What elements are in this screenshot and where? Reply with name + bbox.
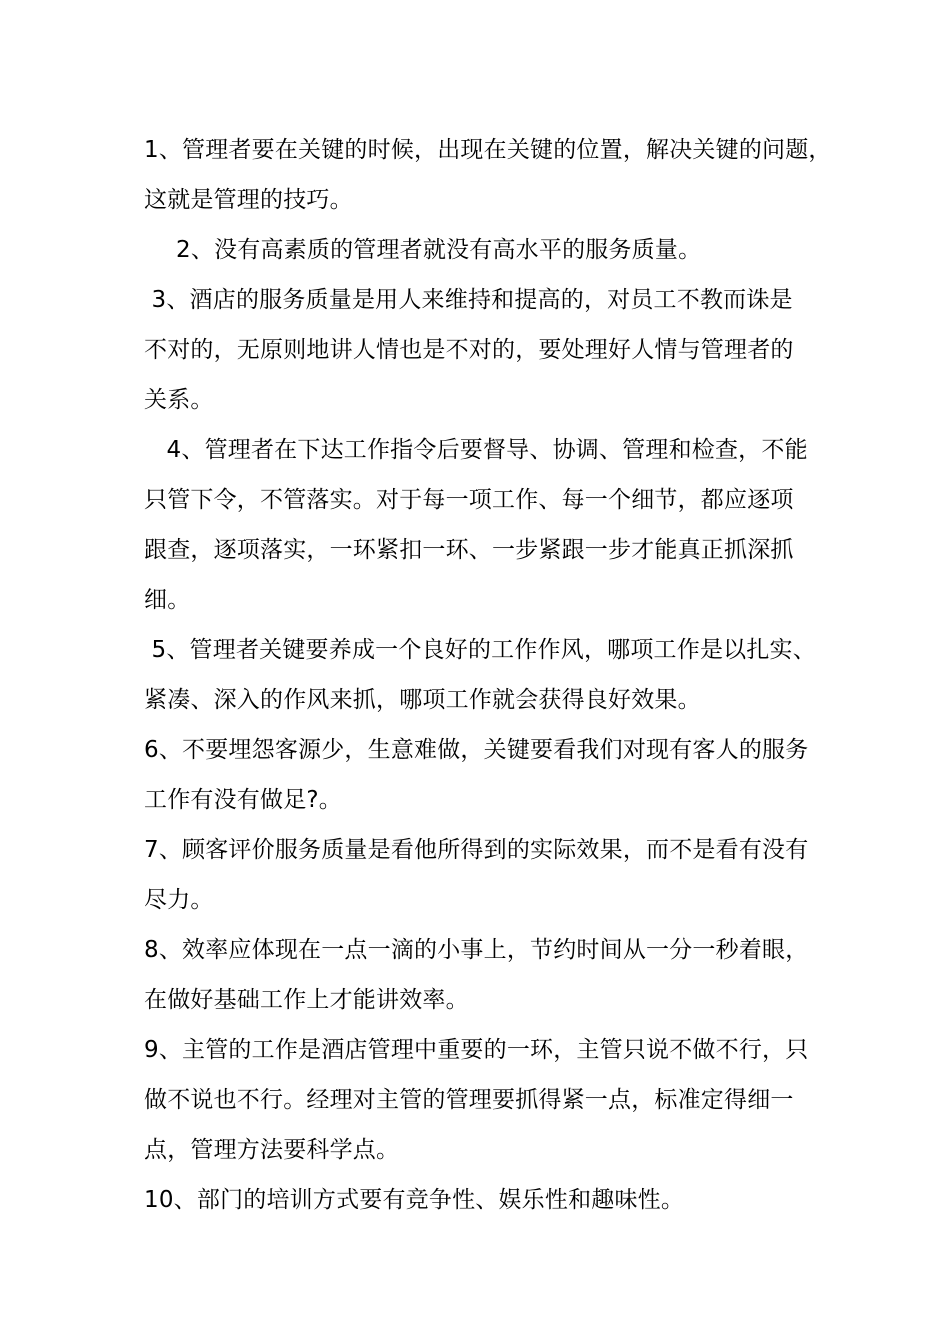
- text-line: 点，管理方法要科学点。: [144, 1137, 400, 1163]
- text-line: 7、顾客评价服务质量是看他所得到的实际效果，而不是看有没有: [144, 837, 809, 863]
- text-line: 在做好基础工作上才能讲效率。: [144, 987, 469, 1013]
- text-line: 工作有没有做足?。: [144, 787, 343, 813]
- text-line: 1、管理者要在关键的时候，出现在关键的位置，解决关键的问题，: [144, 137, 832, 163]
- text-line: 10、部门的培训方式要有竞争性、娱乐性和趣味性。: [144, 1187, 685, 1213]
- text-line: 做不说也不行。经理对主管的管理要抓得紧一点，标准定得细一: [144, 1087, 794, 1113]
- text-line: 6、不要埋怨客源少，生意难做，关键要看我们对现有客人的服务: [144, 737, 809, 763]
- text-line: 不对的，无原则地讲人情也是不对的，要处理好人情与管理者的: [144, 337, 794, 363]
- text-line: 只管下令，不管落实。对于每一项工作、每一个细节，都应逐项: [144, 487, 794, 513]
- text-line: 关系。: [144, 387, 214, 413]
- text-line: 4、管理者在下达工作指令后要督导、协调、管理和检查，不能: [144, 437, 808, 463]
- text-line: 3、酒店的服务质量是用人来维持和提高的，对员工不教而诛是: [144, 287, 793, 313]
- text-line: 尽力。: [144, 887, 214, 913]
- text-line: 跟查，逐项落实，一环紧扣一环、一步紧跟一步才能真正抓深抓: [144, 537, 794, 563]
- text-line: 紧凑、深入的作风来抓，哪项工作就会获得良好效果。: [144, 687, 701, 713]
- text-line: 细。: [144, 587, 191, 613]
- text-line: 2、没有高素质的管理者就没有高水平的服务质量。: [146, 237, 702, 263]
- text-line: 5、管理者关键要养成一个良好的工作作风，哪项工作是以扎实、: [144, 637, 816, 663]
- text-line: 8、效率应体现在一点一滴的小事上，节约时间从一分一秒着眼，: [144, 937, 809, 963]
- text-line: 这就是管理的技巧。: [144, 187, 353, 213]
- text-line: 9、主管的工作是酒店管理中重要的一环，主管只说不做不行，只: [144, 1037, 809, 1063]
